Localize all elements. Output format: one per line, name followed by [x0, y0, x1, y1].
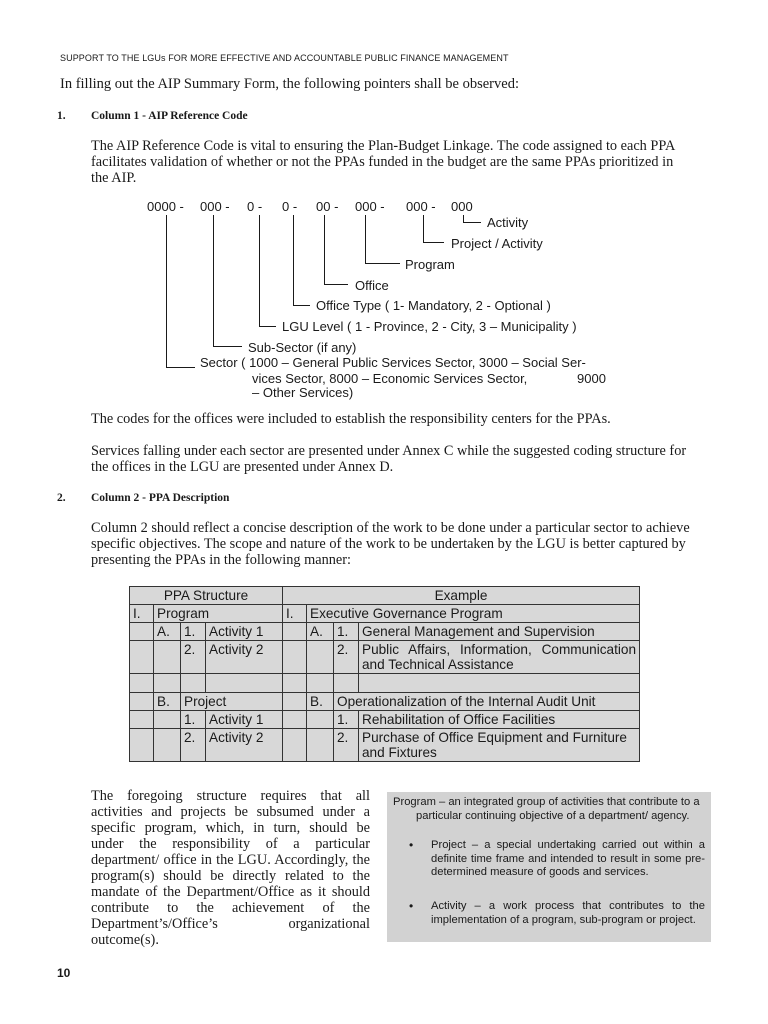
cell: A.	[307, 623, 334, 641]
cell: 1.	[181, 623, 206, 641]
label-sector-9000: 9000	[577, 371, 606, 386]
table-row	[130, 711, 640, 729]
table-row	[130, 729, 640, 762]
cell: Rehabilitation of Office Facilities	[359, 711, 640, 729]
label-sector-1: Sector ( 1000 – General Public Services Sector, 3000 – Social Ser-	[200, 355, 586, 370]
code-lgu-level: 0 -	[247, 199, 263, 214]
cell: Activity 1	[206, 623, 283, 641]
label-office-type: Office Type ( 1- Mandatory, 2 - Optional )	[316, 298, 551, 313]
label-sector-2: vices Sector, 8000 – Economic Services Sector,	[252, 371, 528, 386]
definition-program: Program – an integrated group of activities that contribute to a particular continuing objective of a department/ agency.	[393, 796, 700, 822]
table-header-row	[130, 587, 640, 605]
bullet-icon: •	[409, 899, 414, 913]
section-2-para: Column 2 should reflect a concise description of the work to be done under a particular sector to achieve specific objectives. The scope and nature of the work to be undertaken by the LGU is better captured by presenting the PPAs in the following manner:	[91, 520, 690, 568]
code-office-type: 0 -	[282, 199, 298, 214]
cell: Operationalization of the Internal Audit Unit	[334, 693, 640, 711]
cell: 1.	[181, 711, 206, 729]
code-sector: 0000 -	[147, 199, 184, 214]
cell: Project	[181, 693, 283, 711]
cell: Executive Governance Program	[307, 605, 640, 623]
header-example: Example	[283, 587, 640, 605]
cell: 2.	[181, 641, 206, 674]
cell: General Management and Supervision	[359, 623, 640, 641]
running-header: SUPPORT TO THE LGUs FOR MORE EFFECTIVE AND ACCOUNTABLE PUBLIC FINANCE MANAGEMENT	[60, 53, 509, 63]
section-2-number: 2.	[57, 492, 66, 504]
cell: I.	[130, 605, 154, 623]
section-1-number: 1.	[57, 110, 66, 122]
intro-text: In filling out the AIP Summary Form, the following pointers shall be observed:	[60, 76, 519, 92]
section-1-para-3: Services falling under each sector are presented under Annex C while the suggested coding structure for the offices in the LGU are presented under Annex D.	[91, 443, 687, 475]
code-program: 000 -	[355, 199, 385, 214]
cell: Activity 2	[206, 729, 283, 762]
code-project: 000 -	[406, 199, 436, 214]
table-row	[130, 693, 640, 711]
table-row	[130, 605, 640, 623]
cell: 2.	[181, 729, 206, 762]
cell: B.	[154, 693, 181, 711]
cell: Purchase of Office Equipment and Furniture and Fixtures	[359, 729, 640, 762]
cell: Program	[154, 605, 283, 623]
label-activity: Activity	[487, 215, 529, 230]
section-2-title: Column 2 - PPA Description	[91, 492, 230, 504]
cell: 1.	[334, 711, 359, 729]
header-ppa-structure: PPA Structure	[130, 587, 283, 605]
definition-activity: Activity – a work process that contributes to the implementation of a program, sub-program or project.	[431, 900, 705, 926]
table-row	[130, 623, 640, 641]
cell: 1.	[334, 623, 359, 641]
cell: A.	[154, 623, 181, 641]
cell: Activity 2	[206, 641, 283, 674]
code-activity: 000	[451, 199, 473, 214]
label-office: Office	[355, 278, 389, 293]
ppa-structure-table	[129, 586, 640, 762]
cell: Public Affairs, Information, Communication and Technical Assistance	[359, 641, 640, 674]
section-1-title: Column 1 - AIP Reference Code	[91, 110, 248, 122]
structure-explanation: The foregoing structure requires that all activities and projects be subsumed under a specific program, which, in turn, should be under the responsibility of a particular department/ office in the LGU. Accordingly, the program(s) should be directly related to the mandate of the Department/Office as it should contribute to the achievement of the Department’s/Office’s organizational outcome(s).	[91, 788, 370, 948]
cell: 2.	[334, 729, 359, 762]
label-project-activity: Project / Activity	[451, 236, 543, 251]
definitions-box	[387, 792, 711, 942]
definition-project: Project – a special undertaking carried out within a definite time frame and intended to result in some pre-determined measure of goods and services.	[431, 839, 705, 878]
section-1-para-1: The AIP Reference Code is vital to ensuring the Plan-Budget Linkage. The code assigned to each PPA facilitates validation of whether or not the PPAs funded in the budget are the same PPAs prioritized in the AIP.	[91, 138, 676, 186]
label-program: Program	[405, 257, 455, 272]
cell: I.	[283, 605, 307, 623]
section-1-para-2: The codes for the offices were included to establish the responsibility centers for the PPAs.	[91, 411, 611, 427]
label-lgu-level: LGU Level ( 1 - Province, 2 - City, 3 – Municipality )	[282, 319, 577, 334]
cell: B.	[307, 693, 334, 711]
table-row	[130, 674, 640, 693]
code-office: 00 -	[316, 199, 339, 214]
bullet-icon: •	[409, 838, 414, 852]
page-number: 10	[57, 966, 71, 980]
cell: Activity 1	[206, 711, 283, 729]
label-sub-sector: Sub-Sector (if any)	[248, 340, 357, 355]
table-row	[130, 641, 640, 674]
cell: 2.	[334, 641, 359, 674]
code-subsector: 000 -	[200, 199, 230, 214]
label-sector-3: – Other Services)	[252, 385, 354, 400]
